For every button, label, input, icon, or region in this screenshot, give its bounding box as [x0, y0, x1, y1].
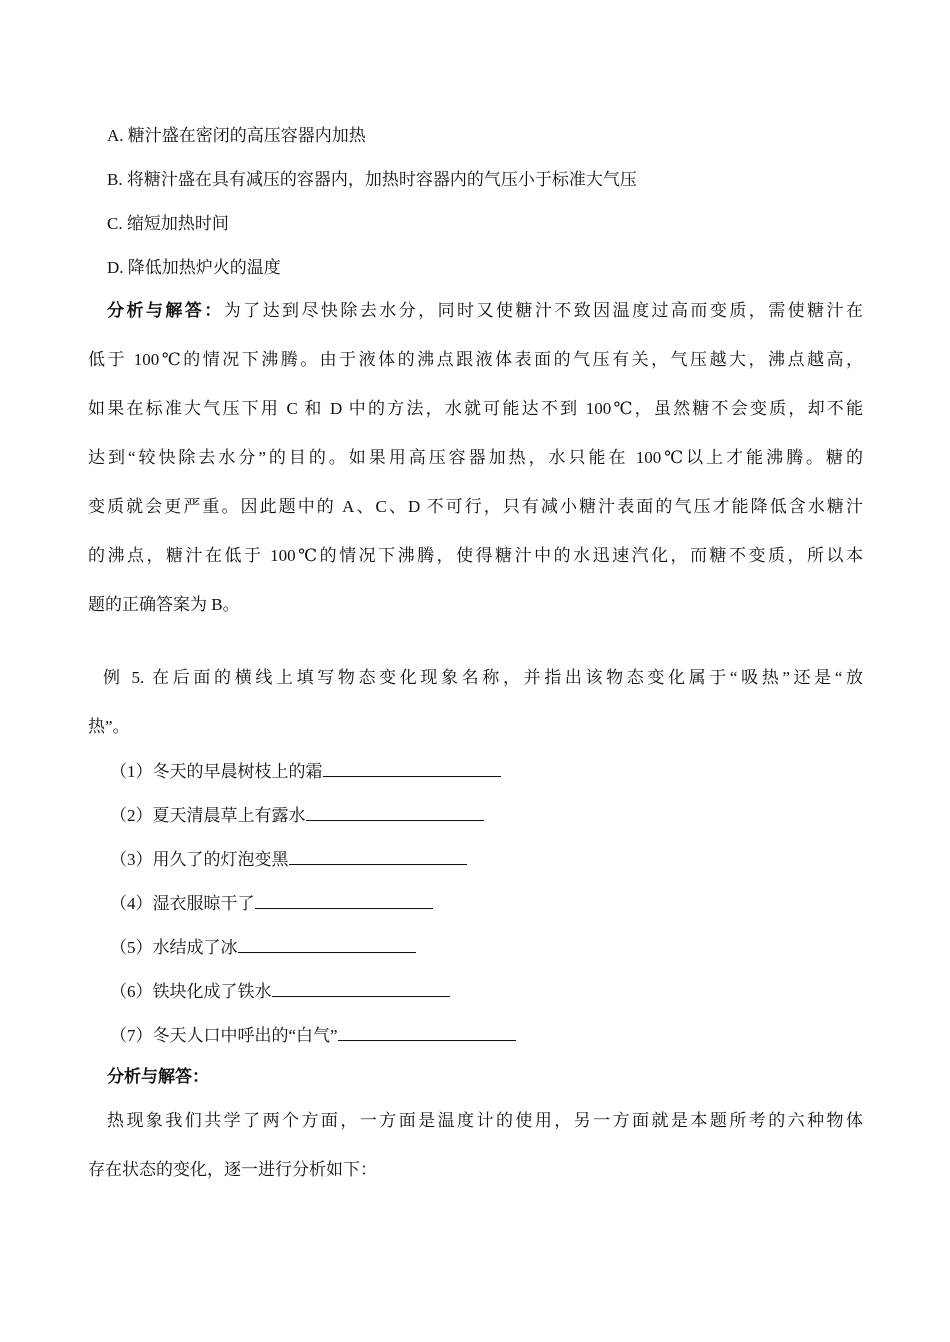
option-b: B. 将糖汁盛在具有减压的容器内，加热时容器内的气压小于标准大气压 — [107, 170, 637, 189]
fill-item-5 — [110, 934, 416, 960]
analysis1-line-5: 变质就会更严重。因此题中的 A、C、D 不可行，只有减小糖汁表面的气压才能降低含水糖汁 — [88, 497, 863, 516]
analysis2-line-2: 存在状态的变化，逐一进行分析如下： — [88, 1160, 377, 1179]
answer-blank — [272, 978, 450, 997]
analysis1-line-7: 题的正确答案为 B。 — [88, 595, 240, 614]
fill-item-text: （5）水结成了冰 — [110, 938, 238, 957]
answer-blank — [323, 758, 501, 777]
answer-blank — [306, 802, 484, 821]
fill-item-1 — [110, 758, 501, 784]
analysis1-line-4: 达到“较快除去水分”的目的。如果用高压容器加热，水只能在 100℃以上才能沸腾。糖的 — [88, 448, 863, 467]
analysis-label: 分析与解答： — [107, 301, 224, 320]
answer-blank — [338, 1022, 516, 1041]
fill-item-text: （1）冬天的早晨树枝上的霜 — [110, 762, 323, 781]
analysis1-line-3: 如果在标准大气压下用 C 和 D 中的方法，水就可能达不到 100℃，虽然糖不会变质，却不能 — [88, 399, 863, 418]
option-c: C. 缩短加热时间 — [107, 214, 229, 233]
fill-item-text: （2）夏天清晨草上有露水 — [110, 806, 306, 825]
fill-item-3 — [110, 846, 467, 872]
fill-item-6 — [110, 978, 450, 1004]
analysis1-text-start: 为了达到尽快除去水分，同时又使糖汁不致因温度过高而变质，需使糖汁在 — [223, 301, 864, 320]
fill-item-7 — [110, 1022, 516, 1048]
example5-question-cont: 热”。 — [88, 717, 130, 736]
option-a: A. 糖汁盛在密闭的高压容器内加热 — [107, 126, 366, 145]
answer-blank — [238, 934, 416, 953]
fill-item-text: （6）铁块化成了铁水 — [110, 982, 272, 1001]
analysis1-line-2: 低于 100℃的情况下沸腾。由于液体的沸点跟液体表面的气压有关，气压越大，沸点越高， — [88, 350, 863, 369]
option-d: D. 降低加热炉火的温度 — [107, 258, 281, 277]
analysis1-first-line — [107, 299, 863, 323]
fill-item-text: （3）用久了的灯泡变黑 — [110, 850, 289, 869]
fill-item-text: （4）湿衣服晾干了 — [110, 894, 255, 913]
answer-blank — [289, 846, 467, 865]
fill-item-2 — [110, 802, 484, 828]
analysis2-label: 分析与解答： — [107, 1067, 209, 1086]
fill-item-text: （7）冬天人口中呼出的“白气” — [110, 1026, 338, 1045]
analysis2-line-1: 热现象我们共学了两个方面，一方面是温度计的使用，另一方面就是本题所考的六种物体 — [107, 1111, 863, 1130]
answer-blank — [255, 890, 433, 909]
example5-question: 例 5. 在后面的横线上填写物态变化现象名称，并指出该物态变化属于“吸热”还是“放 — [103, 668, 863, 687]
analysis1-line-6: 的沸点，糖汁在低于 100℃的情况下沸腾，使得糖汁中的水迅速汽化，而糖不变质，所以本 — [88, 546, 863, 565]
fill-item-4 — [110, 890, 433, 916]
